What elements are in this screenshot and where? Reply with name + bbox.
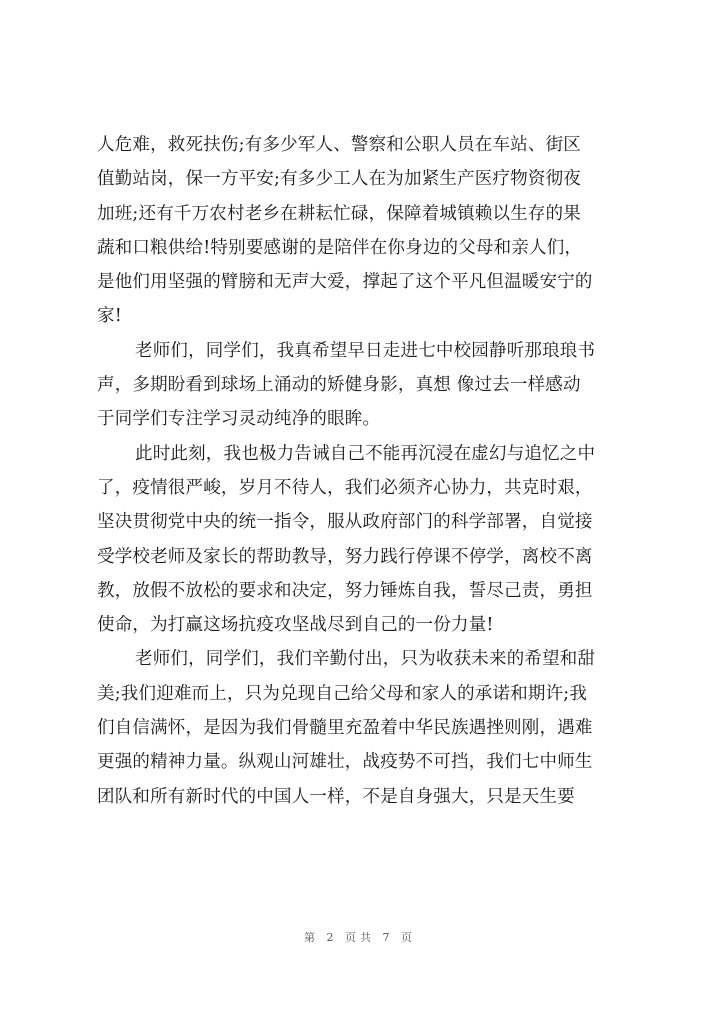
text-line: 更强的精神力量。纵观山河雄壮，战疫势不可挡，我们七中师生 bbox=[97, 752, 593, 773]
text-line: 了，疫情很严峻，岁月不待人，我们必须齐心协力，共克时艰， bbox=[97, 477, 593, 498]
text-line: 们自信满怀，是因为我们骨髓里充盈着中华民族遇挫则刚，遇难 bbox=[97, 718, 593, 739]
text-line: 美;我们迎难而上，只为兑现自己给父母和家人的承诺和期许;我 bbox=[97, 683, 588, 704]
text-line: 声，多期盼看到球场上涌动的矫健身影，真想 像过去一样感动 bbox=[97, 375, 581, 396]
text-line: 于同学们专注学习灵动纯净的眼眸。 bbox=[97, 409, 381, 430]
paragraph-3 bbox=[97, 437, 637, 643]
text-line: 蔬和口粮供给!特别要感谢的是陪伴在你身边的父母和亲人们， bbox=[97, 237, 583, 258]
text-line: 人危难，救死扶伤;有多少军人、警察和公职人员在车站、街区 bbox=[97, 135, 581, 155]
text-line: 家! bbox=[97, 306, 122, 327]
text-line: 加班;还有千万农村老乡在耕耘忙碌，保障着城镇赖以生存的果 bbox=[97, 203, 581, 224]
text-line: 老师们，同学们，我们辛勤付出，只为收获未来的希望和甜 bbox=[135, 649, 596, 670]
text-line: 此时此刻，我也极力告诫自己不能再沉浸在虚幻与追忆之中 bbox=[135, 443, 596, 464]
text-line: 坚决贯彻党中央的统一指令，服从政府部门的科学部署，自觉接 bbox=[97, 512, 593, 533]
text-line: 团队和所有新时代的中国人一样，不是自身强大，只是天生要 bbox=[97, 786, 575, 807]
page-number-footer: 第 2 页共 7 页 bbox=[304, 931, 416, 944]
text-line: 受学校老师及家长的帮助教导，努力践行停课不停学，离校不离 bbox=[97, 546, 593, 567]
body-text bbox=[97, 128, 637, 814]
text-line: 教，放假不放松的要求和决定，努力锤炼自我，誓尽己责，勇担 bbox=[97, 580, 593, 601]
text-line: 是他们用坚强的臂膀和无声大爱，撑起了这个平凡但温暖安宁的 bbox=[97, 272, 593, 293]
text-line: 使命，为打赢这场抗疫攻坚战尽到自己的一份力量! bbox=[97, 615, 494, 636]
paragraph-2 bbox=[97, 334, 637, 437]
paragraph-4 bbox=[97, 642, 637, 813]
text-line: 值勤站岗，保一方平安;有多少工人在为加紧生产医疗物资彻夜 bbox=[97, 169, 581, 190]
text-line: 老师们，同学们，我真希望早日走进七中校园静听那琅琅书 bbox=[135, 340, 596, 361]
paragraph-1 bbox=[97, 128, 637, 334]
